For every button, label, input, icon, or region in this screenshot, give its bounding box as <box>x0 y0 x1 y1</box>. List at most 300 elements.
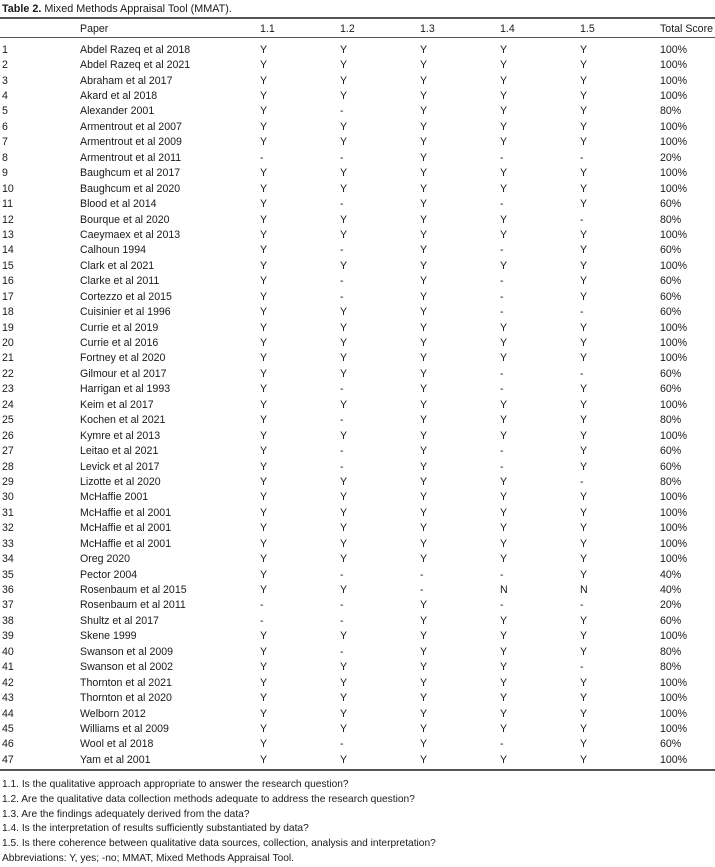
cell-q1-5: Y <box>580 198 588 211</box>
cell-q1-3: Y <box>420 506 428 519</box>
cell-q1-1: Y <box>260 74 268 87</box>
cell-paper: Fortney et al 2020 <box>80 352 166 365</box>
cell-row-number: 5 <box>2 105 8 118</box>
cell-q1-5: Y <box>580 383 588 396</box>
cell-total-score: 60% <box>660 614 682 627</box>
cell-paper: Swanson et al 2002 <box>80 661 174 674</box>
cell-total-score: 100% <box>660 90 688 103</box>
cell-paper: Baughcum et al 2020 <box>80 182 181 195</box>
cell-paper: Keim et al 2017 <box>80 398 154 411</box>
cell-q1-5: - <box>580 151 584 164</box>
cell-q1-1: Y <box>260 630 268 643</box>
table-row <box>0 644 715 659</box>
cell-q1-3: - <box>420 568 424 581</box>
cell-q1-3: Y <box>420 182 428 195</box>
cell-paper: Clarke et al 2011 <box>80 275 160 288</box>
table-row <box>0 382 715 397</box>
table-row <box>0 613 715 628</box>
cell-q1-4: - <box>500 198 504 211</box>
footnote: 1.3. Are the findings adequately derived from the data? <box>2 808 250 820</box>
cell-q1-4: Y <box>500 398 508 411</box>
cell-q1-5: Y <box>580 445 588 458</box>
cell-q1-2: Y <box>340 352 348 365</box>
table-row <box>0 258 715 273</box>
cell-total-score: 100% <box>660 337 688 350</box>
cell-q1-1: - <box>260 151 264 164</box>
header-total-score: Total Score <box>660 23 713 35</box>
cell-total-score: 60% <box>660 290 682 303</box>
cell-q1-5: - <box>580 475 584 488</box>
cell-total-score: 60% <box>660 306 682 319</box>
cell-q1-2: Y <box>340 398 348 411</box>
table-row <box>0 88 715 103</box>
cell-q1-4: Y <box>500 167 508 180</box>
cell-q1-5: Y <box>580 614 588 627</box>
cell-q1-1: Y <box>260 259 268 272</box>
cell-q1-2: Y <box>340 43 348 56</box>
cell-q1-2: - <box>340 151 344 164</box>
cell-paper: Levick et al 2017 <box>80 460 160 473</box>
cell-q1-4: Y <box>500 136 508 149</box>
cell-q1-1: Y <box>260 692 268 705</box>
top-rule <box>0 17 715 19</box>
cell-q1-2: - <box>340 645 344 658</box>
cell-q1-4: Y <box>500 182 508 195</box>
cell-q1-4: Y <box>500 74 508 87</box>
cell-q1-5: Y <box>580 645 588 658</box>
cell-q1-5: Y <box>580 537 588 550</box>
cell-row-number: 13 <box>2 228 14 241</box>
cell-paper: Armentrout et al 2007 <box>80 120 182 133</box>
cell-q1-1: Y <box>260 367 268 380</box>
cell-q1-3: Y <box>420 414 428 427</box>
cell-q1-3: Y <box>420 151 428 164</box>
cell-total-score: 20% <box>660 599 682 612</box>
cell-q1-3: Y <box>420 321 428 334</box>
cell-q1-3: Y <box>420 213 428 226</box>
cell-q1-4: Y <box>500 213 508 226</box>
cell-q1-3: Y <box>420 105 428 118</box>
table-row <box>0 351 715 366</box>
cell-q1-2: - <box>340 568 344 581</box>
cell-row-number: 12 <box>2 213 14 226</box>
cell-total-score: 100% <box>660 676 688 689</box>
cell-row-number: 42 <box>2 676 14 689</box>
footnote: 1.1. Is the qualitative approach appropriate to answer the research question? <box>2 779 349 790</box>
cell-q1-1: Y <box>260 198 268 211</box>
cell-q1-2: Y <box>340 213 348 226</box>
cell-q1-4: Y <box>500 321 508 334</box>
cell-q1-5: Y <box>580 522 588 535</box>
footnote: 1.4. Is the interpretation of results sufficiently substantiated by data? <box>2 823 309 835</box>
table-row <box>0 73 715 88</box>
cell-q1-4: Y <box>500 414 508 427</box>
cell-paper: Abraham et al 2017 <box>80 74 173 87</box>
cell-q1-1: Y <box>260 352 268 365</box>
cell-q1-1: Y <box>260 306 268 319</box>
cell-q1-3: Y <box>420 198 428 211</box>
cell-q1-1: Y <box>260 228 268 241</box>
table-row <box>0 181 715 196</box>
header-1-2: 1.2 <box>340 23 355 35</box>
cell-q1-2: - <box>340 414 344 427</box>
table-row <box>0 119 715 134</box>
cell-paper: Bourque et al 2020 <box>80 213 170 226</box>
cell-row-number: 45 <box>2 722 14 735</box>
cell-q1-5: Y <box>580 136 588 149</box>
cell-q1-1: Y <box>260 475 268 488</box>
cell-q1-3: Y <box>420 537 428 550</box>
cell-q1-4: - <box>500 383 504 396</box>
cell-q1-5: Y <box>580 753 588 766</box>
cell-paper: Akard et al 2018 <box>80 90 158 103</box>
cell-total-score: 60% <box>660 275 682 288</box>
cell-q1-5: Y <box>580 90 588 103</box>
cell-row-number: 34 <box>2 553 14 566</box>
cell-q1-3: Y <box>420 167 428 180</box>
cell-total-score: 100% <box>660 167 688 180</box>
cell-row-number: 40 <box>2 645 14 658</box>
cell-total-score: 60% <box>660 383 682 396</box>
cell-total-score: 100% <box>660 707 688 720</box>
cell-q1-2: Y <box>340 90 348 103</box>
cell-total-score: 100% <box>660 321 688 334</box>
header-1-5: 1.5 <box>580 23 595 35</box>
cell-q1-4: Y <box>500 105 508 118</box>
header-paper: Paper <box>80 23 109 35</box>
header-number <box>0 20 80 38</box>
cell-q1-4: - <box>500 244 504 257</box>
footnote: 1.5. Is there coherence between qualitative data sources, collection, analysis and interpretation? <box>2 838 436 850</box>
cell-total-score: 100% <box>660 553 688 566</box>
cell-q1-5: Y <box>580 429 588 442</box>
cell-q1-5: Y <box>580 74 588 87</box>
cell-total-score: 100% <box>660 692 688 705</box>
cell-row-number: 16 <box>2 275 14 288</box>
cell-q1-4: Y <box>500 753 508 766</box>
table-caption <box>2 3 232 15</box>
cell-q1-1: Y <box>260 275 268 288</box>
cell-q1-3: Y <box>420 630 428 643</box>
cell-q1-2: Y <box>340 722 348 735</box>
table-row <box>0 629 715 644</box>
cell-q1-5: Y <box>580 120 588 133</box>
cell-q1-2: Y <box>340 475 348 488</box>
cell-paper: Currie et al 2016 <box>80 337 159 350</box>
cell-q1-5: - <box>580 599 584 612</box>
table-row <box>0 752 715 767</box>
cell-q1-4: Y <box>500 506 508 519</box>
cell-q1-5: Y <box>580 228 588 241</box>
cell-row-number: 44 <box>2 707 14 720</box>
table-row <box>0 38 715 57</box>
cell-q1-4: Y <box>500 59 508 72</box>
cell-paper: Skene 1999 <box>80 630 137 643</box>
cell-q1-5: Y <box>580 722 588 735</box>
cell-q1-2: Y <box>340 707 348 720</box>
cell-q1-1: Y <box>260 167 268 180</box>
cell-q1-2: - <box>340 599 344 612</box>
cell-q1-5: - <box>580 306 584 319</box>
cell-q1-4: Y <box>500 337 508 350</box>
cell-q1-4: Y <box>500 259 508 272</box>
cell-row-number: 6 <box>2 120 8 133</box>
cell-paper: Leitao et al 2021 <box>80 445 159 458</box>
cell-q1-5: Y <box>580 59 588 72</box>
cell-q1-3: Y <box>420 275 428 288</box>
cell-row-number: 31 <box>2 506 14 519</box>
cell-total-score: 100% <box>660 429 688 442</box>
cell-q1-4: Y <box>500 722 508 735</box>
cell-paper: Kochen et al 2021 <box>80 414 166 427</box>
cell-total-score: 100% <box>660 120 688 133</box>
cell-total-score: 100% <box>660 722 688 735</box>
cell-row-number: 24 <box>2 398 14 411</box>
cell-q1-1: Y <box>260 90 268 103</box>
cell-q1-2: Y <box>340 337 348 350</box>
cell-q1-1: Y <box>260 738 268 751</box>
cell-row-number: 27 <box>2 445 14 458</box>
table-row <box>0 675 715 690</box>
cell-q1-4: Y <box>500 475 508 488</box>
cell-total-score: 100% <box>660 398 688 411</box>
cell-total-score: 40% <box>660 584 682 597</box>
cell-row-number: 4 <box>2 90 8 103</box>
cell-q1-2: Y <box>340 506 348 519</box>
cell-total-score: 100% <box>660 182 688 195</box>
cell-q1-3: Y <box>420 753 428 766</box>
cell-paper: Clark et al 2021 <box>80 259 155 272</box>
cell-paper: McHaffie et al 2001 <box>80 522 172 535</box>
cell-total-score: 60% <box>660 738 682 751</box>
header-1-1: 1.1 <box>260 23 275 35</box>
cell-q1-5: Y <box>580 676 588 689</box>
cell-q1-3: Y <box>420 290 428 303</box>
cell-row-number: 2 <box>2 59 8 72</box>
table-title: Mixed Methods Appraisal Tool (MMAT). <box>44 3 232 15</box>
cell-paper: Alexander 2001 <box>80 105 155 118</box>
header-1-3: 1.3 <box>420 23 435 35</box>
table-row <box>0 474 715 489</box>
table-row <box>0 366 715 381</box>
table-row <box>0 104 715 119</box>
cell-paper: McHaffie et al 2001 <box>80 537 172 550</box>
cell-q1-4: Y <box>500 537 508 550</box>
cell-row-number: 8 <box>2 151 8 164</box>
cell-q1-4: - <box>500 306 504 319</box>
cell-paper: Currie et al 2019 <box>80 321 159 334</box>
cell-total-score: 100% <box>660 630 688 643</box>
cell-q1-4: Y <box>500 692 508 705</box>
table-row <box>0 690 715 705</box>
cell-q1-2: Y <box>340 661 348 674</box>
cell-q1-4: Y <box>500 707 508 720</box>
cell-q1-1: Y <box>260 645 268 658</box>
cell-q1-2: Y <box>340 182 348 195</box>
cell-q1-1: Y <box>260 676 268 689</box>
cell-q1-2: Y <box>340 692 348 705</box>
table-row <box>0 289 715 304</box>
cell-total-score: 20% <box>660 151 682 164</box>
cell-q1-5: Y <box>580 414 588 427</box>
cell-paper: Baughcum et al 2017 <box>80 167 181 180</box>
cell-total-score: 100% <box>660 491 688 504</box>
cell-total-score: 100% <box>660 259 688 272</box>
cell-q1-1: Y <box>260 584 268 597</box>
cell-q1-5: Y <box>580 352 588 365</box>
cell-q1-2: Y <box>340 491 348 504</box>
cell-paper: Swanson et al 2009 <box>80 645 174 658</box>
cell-row-number: 23 <box>2 383 14 396</box>
cell-q1-5: Y <box>580 491 588 504</box>
cell-paper: Armentrout et al 2011 <box>80 151 182 164</box>
cell-q1-5: N <box>580 584 588 597</box>
cell-q1-2: - <box>340 445 344 458</box>
cell-paper: Thornton et al 2021 <box>80 676 172 689</box>
cell-q1-1: Y <box>260 506 268 519</box>
table-row <box>0 582 715 597</box>
table-row <box>0 150 715 165</box>
table-row <box>0 243 715 258</box>
cell-q1-3: Y <box>420 306 428 319</box>
cell-q1-2: - <box>340 460 344 473</box>
cell-q1-3: Y <box>420 337 428 350</box>
cell-paper: McHaffie et al 2001 <box>80 506 172 519</box>
cell-row-number: 7 <box>2 136 8 149</box>
table-row <box>0 304 715 319</box>
cell-row-number: 29 <box>2 475 14 488</box>
cell-total-score: 60% <box>660 445 682 458</box>
cell-row-number: 14 <box>2 244 14 257</box>
cell-total-score: 60% <box>660 198 682 211</box>
cell-q1-2: Y <box>340 537 348 550</box>
cell-q1-2: Y <box>340 136 348 149</box>
cell-q1-2: Y <box>340 167 348 180</box>
cell-q1-2: - <box>340 198 344 211</box>
cell-q1-2: Y <box>340 367 348 380</box>
cell-row-number: 38 <box>2 614 14 627</box>
cell-row-number: 26 <box>2 429 14 442</box>
table-row <box>0 521 715 536</box>
cell-q1-2: - <box>340 383 344 396</box>
table-row <box>0 196 715 211</box>
cell-q1-2: Y <box>340 259 348 272</box>
cell-q1-4: Y <box>500 352 508 365</box>
table-row <box>0 135 715 150</box>
cell-q1-5: Y <box>580 630 588 643</box>
cell-row-number: 9 <box>2 167 8 180</box>
cell-total-score: 100% <box>660 74 688 87</box>
cell-paper: Gilmour et al 2017 <box>80 367 167 380</box>
cell-row-number: 10 <box>2 182 14 195</box>
table-row <box>0 413 715 428</box>
cell-q1-3: Y <box>420 90 428 103</box>
cell-q1-4: Y <box>500 614 508 627</box>
cell-q1-4: - <box>500 738 504 751</box>
cell-q1-1: Y <box>260 568 268 581</box>
cell-total-score: 100% <box>660 228 688 241</box>
table-row <box>0 551 715 566</box>
cell-paper: Yam et al 2001 <box>80 753 151 766</box>
table-row <box>0 166 715 181</box>
cell-q1-5: Y <box>580 398 588 411</box>
cell-q1-4: N <box>500 584 508 597</box>
cell-q1-5: - <box>580 367 584 380</box>
cell-total-score: 80% <box>660 645 682 658</box>
cell-q1-5: Y <box>580 506 588 519</box>
cell-q1-4: Y <box>500 43 508 56</box>
cell-q1-1: Y <box>260 429 268 442</box>
cell-q1-4: Y <box>500 522 508 535</box>
cell-q1-2: - <box>340 244 344 257</box>
cell-total-score: 80% <box>660 105 682 118</box>
table-row <box>0 567 715 582</box>
cell-paper: Cuisinier et al 1996 <box>80 306 171 319</box>
cell-q1-1: Y <box>260 522 268 535</box>
cell-q1-3: Y <box>420 398 428 411</box>
cell-q1-1: - <box>260 614 264 627</box>
table-row <box>0 274 715 289</box>
cell-q1-5: Y <box>580 290 588 303</box>
table-row <box>0 335 715 350</box>
cell-q1-3: Y <box>420 259 428 272</box>
cell-row-number: 17 <box>2 290 14 303</box>
cell-q1-4: Y <box>500 661 508 674</box>
cell-q1-1: Y <box>260 136 268 149</box>
cell-q1-5: Y <box>580 275 588 288</box>
cell-q1-5: Y <box>580 337 588 350</box>
cell-total-score: 60% <box>660 244 682 257</box>
cell-q1-3: Y <box>420 383 428 396</box>
cell-total-score: 100% <box>660 753 688 766</box>
cell-q1-2: Y <box>340 306 348 319</box>
cell-q1-4: Y <box>500 228 508 241</box>
cell-q1-1: Y <box>260 537 268 550</box>
cell-q1-3: Y <box>420 460 428 473</box>
cell-q1-4: - <box>500 151 504 164</box>
cell-q1-2: Y <box>340 120 348 133</box>
cell-q1-2: Y <box>340 630 348 643</box>
table-row <box>0 57 715 72</box>
cell-q1-5: Y <box>580 167 588 180</box>
footnotes <box>2 778 436 867</box>
cell-paper: Shultz et al 2017 <box>80 614 159 627</box>
header-1-4: 1.4 <box>500 23 515 35</box>
cell-q1-5: - <box>580 213 584 226</box>
header-row <box>0 20 715 38</box>
cell-q1-3: Y <box>420 120 428 133</box>
cell-q1-5: Y <box>580 321 588 334</box>
mmat-table <box>0 20 715 768</box>
cell-q1-5: Y <box>580 244 588 257</box>
cell-q1-2: Y <box>340 522 348 535</box>
cell-total-score: 80% <box>660 661 682 674</box>
cell-row-number: 32 <box>2 522 14 535</box>
cell-paper: Harrigan et al 1993 <box>80 383 171 396</box>
cell-q1-3: Y <box>420 429 428 442</box>
cell-q1-4: - <box>500 275 504 288</box>
cell-q1-3: Y <box>420 522 428 535</box>
cell-q1-3: Y <box>420 445 428 458</box>
cell-row-number: 41 <box>2 661 14 674</box>
cell-paper: Rosenbaum et al 2015 <box>80 584 187 597</box>
cell-q1-1: - <box>260 599 264 612</box>
table-row <box>0 505 715 520</box>
cell-q1-3: Y <box>420 74 428 87</box>
cell-q1-3: Y <box>420 722 428 735</box>
cell-row-number: 21 <box>2 352 14 365</box>
cell-q1-1: Y <box>260 753 268 766</box>
